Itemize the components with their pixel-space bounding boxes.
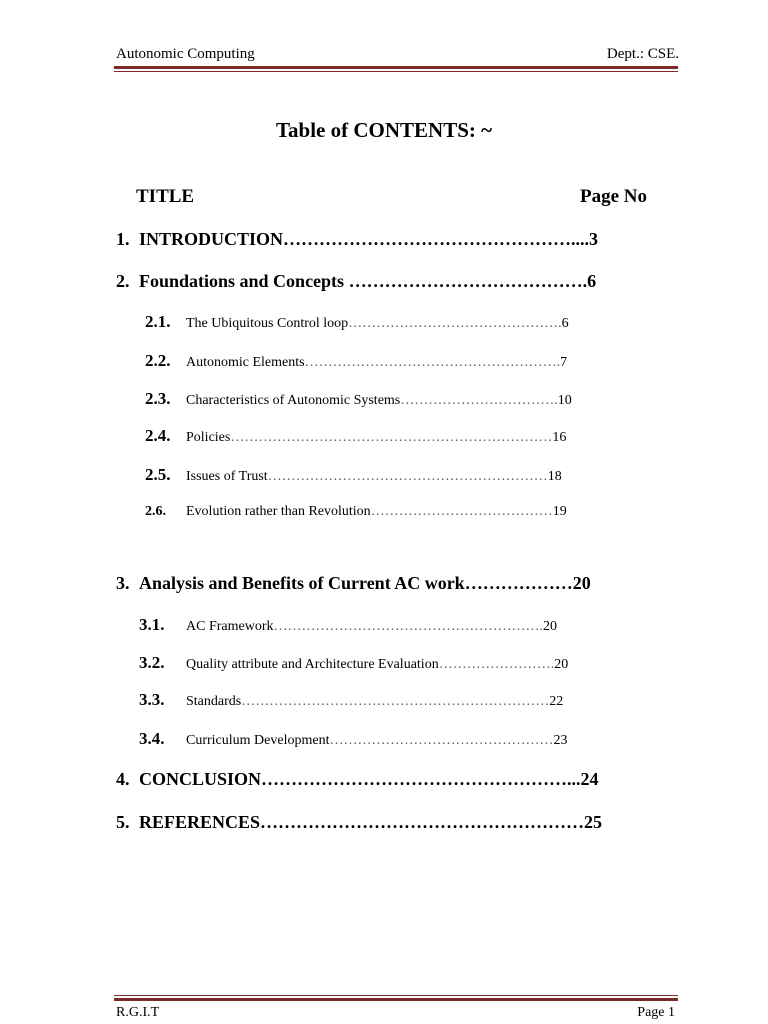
- toc-subentry-page: 16: [552, 430, 567, 445]
- toc-subentry-leader: …………………………….: [400, 393, 558, 408]
- toc-entry-page: 25: [584, 812, 603, 832]
- toc-subentry-label: Issues of Trust: [186, 469, 268, 484]
- toc-entry-number: 5.: [116, 812, 130, 832]
- toc-subentry-leader: ……………………………………………………………: [230, 430, 553, 445]
- toc-subentry-leader: ……………………………………….: [348, 316, 562, 331]
- toc-subentry-2-1: [145, 312, 569, 332]
- toc-subentry-leader: …………………………………………: [329, 733, 554, 748]
- footer-rule-thin: [114, 995, 678, 996]
- toc-entry-analysis: [116, 573, 591, 594]
- header-rule-thin: [114, 71, 678, 72]
- toc-subentry-label: Evolution rather than Revolution: [186, 504, 371, 519]
- toc-entry-leader: ……………………………………………...: [261, 769, 581, 789]
- toc-subentry-label: Curriculum Development: [186, 733, 330, 748]
- toc-subentry-number: 3.4.: [139, 729, 165, 748]
- toc-entry-introduction: [116, 229, 598, 250]
- toc-subentry-2-6: [145, 502, 567, 520]
- toc-subentry-label: Autonomic Elements: [186, 355, 305, 370]
- toc-subentry-number: 3.2.: [139, 653, 165, 672]
- toc-subentry-page: 18: [547, 469, 562, 484]
- toc-subentry-3-1: [139, 615, 557, 635]
- footer-rule-thick: [114, 998, 678, 1001]
- toc-subentry-page: 19: [552, 504, 567, 519]
- toc-entry-foundations: [116, 271, 596, 292]
- toc-subentry-number: 2.4.: [145, 426, 171, 445]
- toc-entry-label: INTRODUCTION: [139, 229, 284, 249]
- toc-subentry-number: 2.2.: [145, 351, 171, 370]
- toc-subentry-leader: ……………………………………………….: [304, 355, 561, 370]
- toc-entry-number: 1.: [116, 229, 130, 249]
- toc-subentry-page: 22: [549, 694, 564, 709]
- toc-subentry-leader: ……………………………………………………: [267, 469, 548, 484]
- toc-entry-page: 6: [587, 271, 597, 291]
- toc-entry-leader: …………………………………………....: [283, 229, 590, 249]
- toc-subentry-leader: …………………………………: [370, 504, 553, 519]
- toc-subentry-label: Standards: [186, 694, 242, 709]
- toc-subentry-leader: …………………………………………………………: [241, 694, 550, 709]
- toc-subentry-number: 3.1.: [139, 615, 165, 634]
- header-left: Autonomic Computing: [116, 46, 255, 62]
- toc-subentry-2-5: [145, 465, 562, 485]
- page-title: Table of CONTENTS: ~: [275, 118, 493, 142]
- toc-entry-label: Analysis and Benefits of Current AC work: [139, 573, 465, 593]
- toc-entry-conclusion: [116, 769, 599, 790]
- toc-subentry-label: Quality attribute and Architecture Evaluation: [186, 657, 439, 672]
- toc-entry-leader: ………………………………………………: [260, 812, 585, 832]
- column-title-heading: TITLE: [136, 186, 195, 207]
- toc-subentry-number: 2.5.: [145, 465, 171, 484]
- toc-entry-label: Foundations and Concepts: [139, 271, 349, 291]
- toc-entry-leader: ………………: [464, 573, 573, 593]
- toc-entry-page: 24: [580, 769, 599, 789]
- toc-subentry-number: 3.3.: [139, 690, 165, 709]
- toc-subentry-page: 6: [561, 316, 569, 331]
- header-right: Dept.: CSE.: [606, 46, 679, 62]
- toc-subentry-label: AC Framework: [186, 619, 274, 634]
- toc-subentry-2-4: [145, 426, 566, 446]
- toc-subentry-number: 2.6.: [145, 504, 166, 519]
- footer-left: R.G.I.T: [116, 1005, 160, 1020]
- toc-subentry-label: Characteristics of Autonomic Systems: [186, 393, 401, 408]
- toc-entry-label: CONCLUSION: [139, 769, 262, 789]
- toc-subentry-number: 2.1.: [145, 312, 171, 331]
- toc-subentry-page: 20: [554, 657, 569, 672]
- toc-entry-page: 20: [572, 573, 591, 593]
- toc-subentry-leader: …………………….: [438, 657, 555, 672]
- toc-entry-label: REFERENCES: [139, 812, 261, 832]
- toc-entry-number: 2.: [116, 271, 130, 291]
- column-page-heading: Page No: [580, 186, 648, 207]
- toc-subentry-page: 10: [557, 393, 572, 408]
- toc-entry-references: [116, 812, 602, 833]
- toc-subentry-page: 23: [553, 733, 568, 748]
- toc-subentry-2-3: [145, 389, 572, 409]
- toc-entry-page: 3: [589, 229, 599, 249]
- toc-entry-number: 4.: [116, 769, 130, 789]
- toc-subentry-page: 20: [543, 619, 557, 634]
- toc-subentry-3-3: [139, 690, 563, 710]
- toc-subentry-page: 7: [560, 355, 568, 370]
- toc-entry-leader: ………………………………….: [348, 271, 588, 291]
- toc-subentry-3-2: [139, 653, 568, 673]
- toc-subentry-leader: ………………………………………………….: [273, 619, 543, 634]
- toc-subentry-label: Policies: [186, 430, 231, 445]
- toc-subentry-2-2: [145, 351, 567, 371]
- footer-page-number: Page 1: [637, 1005, 675, 1020]
- toc-subentry-number: 2.3.: [145, 389, 171, 408]
- header-rule-thick: [114, 66, 678, 69]
- toc-entry-number: 3.: [116, 573, 130, 593]
- toc-subentry-3-4: [139, 729, 567, 749]
- toc-subentry-label: The Ubiquitous Control loop: [186, 316, 349, 331]
